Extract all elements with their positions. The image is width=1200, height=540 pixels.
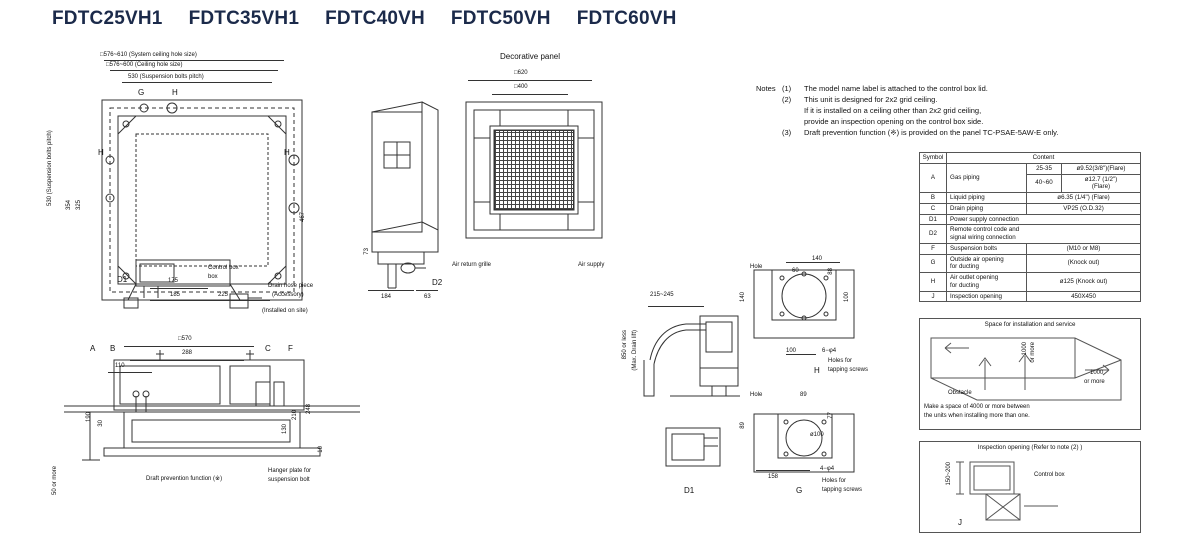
- label-holes-tapping-h2: tapping screws: [828, 367, 869, 373]
- label-accessory: (Accessory): [272, 292, 304, 298]
- label-ceiling-hole: □576~600 (Ceiling hole size): [106, 62, 183, 68]
- label-215-245: 215~245: [650, 292, 674, 298]
- label-installed-on-site: (Installed on site): [262, 308, 308, 314]
- label-decorative-panel: Decorative panel: [500, 52, 561, 61]
- cell-content-f: Suspension bolts: [947, 243, 1027, 254]
- label-89-g: 89: [800, 392, 807, 398]
- table-row: [920, 203, 1141, 214]
- label-h-plan-right: H: [284, 148, 290, 157]
- cell-content-a: Gas piping: [947, 163, 1027, 192]
- note-1-line-1: The model name label is attached to the control box lid.: [804, 84, 988, 93]
- notes-lead: Notes: [756, 84, 776, 93]
- label-467: 467: [300, 212, 306, 223]
- label-63: 63: [424, 294, 431, 300]
- label-225: 225: [218, 292, 229, 298]
- cell-symbol-d1: D1: [920, 214, 947, 225]
- label-hanger-plate: Hanger plate for: [268, 468, 312, 474]
- label-185: 185: [170, 292, 181, 298]
- label-110: 110: [115, 363, 125, 369]
- h-hole-detail-drawing: [740, 258, 880, 368]
- cell-value-b: ø6.35 (1/4") (Flare): [1027, 193, 1141, 204]
- label-184: 184: [381, 294, 392, 300]
- label-190: 190: [86, 412, 92, 423]
- label-air-supply: Air supply: [578, 262, 605, 268]
- table-row: [920, 225, 1141, 244]
- label-d570: □570: [178, 336, 192, 342]
- label-holes-tapping-h: Holes for: [828, 358, 853, 364]
- table-row: [920, 273, 1141, 292]
- label-phi100-g: ø100: [810, 432, 824, 438]
- label-354: 354: [66, 200, 72, 211]
- model-title-3: FDTC40VH: [325, 8, 425, 29]
- label-d1-plan: D1: [117, 275, 128, 284]
- note-1-num: (1): [782, 84, 792, 93]
- label-or-more-2-install: or more: [1084, 379, 1105, 385]
- label-h-plan-left: H: [98, 148, 104, 157]
- cell-symbol-f: F: [920, 243, 947, 254]
- cell-content-d1: Power supply connection: [947, 214, 1141, 225]
- label-hole-h: Hole: [750, 264, 763, 270]
- cell-content-j: Inspection opening: [947, 291, 1027, 302]
- cell-symbol-d2: D2: [920, 225, 947, 244]
- label-obstacle: Obstacle: [948, 390, 972, 396]
- table-row: [920, 254, 1141, 273]
- label-drain-lift: (Max. Drain lift): [632, 330, 638, 371]
- model-title-2: FDTC35VH1: [188, 8, 300, 29]
- table-header-row: [920, 153, 1141, 164]
- label-susp-bolt-pitch-v: 530 (Suspension bolts pitch): [47, 130, 53, 206]
- label-210: 210: [292, 410, 298, 421]
- label-space-note-1: Make a space of 4000 or more between: [924, 404, 1030, 410]
- label-ceiling-hole-system: □576~610 (System ceiling hole size): [100, 52, 197, 58]
- inspection-opening-caption: Inspection opening (Refer to note (2) ): [977, 444, 1083, 451]
- model-title-1: FDTC25VH1: [52, 8, 163, 29]
- label-or-more-install: or more: [1030, 342, 1036, 363]
- model-title-row: [52, 8, 677, 30]
- note-2-line-2: If it is installed on a ceiling other than 2x2 grid ceiling,: [804, 105, 982, 115]
- label-60-h: 60: [792, 268, 799, 274]
- cell-value-c: VP25 (O.D.32): [1027, 203, 1141, 214]
- cell-content-d2: Remote control code and signal wiring connection: [947, 225, 1141, 244]
- label-f-section: F: [288, 344, 293, 353]
- label-d620: □620: [514, 70, 528, 76]
- install-space-caption: Space for installation and service: [984, 321, 1076, 328]
- label-g-plan: G: [138, 88, 145, 97]
- notes-block: [756, 84, 1058, 138]
- cell-content-g: Outside air opening for ducting: [947, 254, 1027, 273]
- label-88-h: 88: [828, 268, 834, 275]
- cell-symbol-g: G: [920, 254, 947, 273]
- th-symbol: Symbol: [920, 153, 947, 164]
- label-100b-h: 100: [786, 348, 797, 354]
- section-view-drawing: [60, 340, 380, 490]
- label-1000b-install: 1000: [1090, 370, 1104, 376]
- label-air-return-grille: Air return grille: [452, 262, 492, 268]
- label-hanger-plate-2: suspension bolt: [268, 477, 310, 483]
- label-248: 248: [306, 404, 312, 415]
- label-325: 325: [76, 200, 82, 211]
- label-d2-side: D2: [432, 278, 443, 287]
- cell-symbol-h: H: [920, 273, 947, 292]
- label-susp-bolt-pitch-h: 530 (Suspension bolts pitch): [128, 74, 204, 80]
- label-100-h: 100: [844, 292, 850, 303]
- cell-a-range-2: 40~60: [1027, 174, 1062, 193]
- cell-a-value-1: ø9.52(3/8")(Flare): [1062, 163, 1141, 174]
- label-holes-tapping-g: Holes for: [822, 478, 847, 484]
- label-b-section: B: [110, 344, 116, 353]
- label-control-box-plan: Control box: [208, 265, 239, 271]
- label-g-detail: G: [796, 486, 803, 495]
- cell-value-h: ø125 (Knock out): [1027, 273, 1141, 292]
- label-288: 288: [182, 350, 193, 356]
- model-title-4: FDTC50VH: [450, 8, 551, 29]
- note-2-line-3: provide an inspection opening on the control box side.: [804, 116, 984, 126]
- cell-symbol-j: J: [920, 291, 947, 302]
- label-box-word: box: [208, 274, 218, 280]
- label-50-or-more: 50 or more: [52, 466, 58, 496]
- label-space-note-2: the units when installing more than one.: [924, 413, 1030, 419]
- table-row: [920, 214, 1141, 225]
- cell-content-h: Air outlet opening for ducting: [947, 273, 1027, 292]
- table-row: [920, 291, 1141, 302]
- label-h-plan: H: [172, 88, 178, 97]
- label-a-section: A: [90, 344, 96, 353]
- label-10: 10: [318, 446, 324, 453]
- label-73: 73: [364, 248, 370, 255]
- label-6-phi4: 6−φ4: [822, 348, 837, 354]
- cell-symbol-a: A: [920, 163, 947, 192]
- label-holes-tapping-g2: tapping screws: [822, 487, 863, 493]
- label-4-phi4: 4−φ4: [820, 466, 835, 472]
- note-2-line-1: This unit is designed for 2x2 grid ceiling.: [804, 94, 938, 104]
- table-row: [920, 163, 1141, 174]
- cell-value-f: (M10 or M8): [1027, 243, 1141, 254]
- cell-value-j: 450X450: [1027, 291, 1141, 302]
- label-drain-lift-2: 850 or less: [622, 330, 628, 360]
- label-140-h: 140: [812, 256, 823, 262]
- model-title-5: FDTC60VH: [576, 8, 677, 29]
- label-j-insp: J: [958, 518, 962, 527]
- cell-a-range-1: 25-35: [1027, 163, 1062, 174]
- cell-symbol-b: B: [920, 193, 947, 204]
- label-insp-dim: 150~200: [946, 462, 952, 486]
- cell-symbol-c: C: [920, 203, 947, 214]
- th-content: Content: [947, 153, 1141, 164]
- label-1000-install: 1000: [1022, 342, 1028, 356]
- label-140-v-h: 140: [740, 292, 746, 303]
- cell-content-b: Liquid piping: [947, 193, 1027, 204]
- label-draft-prevention: Draft prevention function (※): [146, 476, 223, 482]
- cell-a-value-2: ø12.7 (1/2") (Flare): [1062, 174, 1141, 193]
- label-control-box-insp: Control box: [1034, 472, 1065, 478]
- label-77-g: 77: [828, 412, 834, 419]
- cell-value-g: (Knock out): [1027, 254, 1141, 273]
- label-drain-hose: Drain hose piece: [268, 283, 314, 289]
- label-89b-g: 89: [740, 422, 746, 429]
- label-175: 175: [168, 278, 179, 284]
- label-hole-g: Hole: [750, 392, 763, 398]
- note-2-num: (2): [782, 94, 792, 104]
- table-row: [920, 243, 1141, 254]
- label-h-detail: H: [814, 366, 820, 375]
- label-d1-drain: D1: [684, 486, 695, 495]
- symbol-content-table: [919, 152, 1141, 302]
- label-d400: □400: [514, 84, 528, 90]
- label-158-g: 158: [768, 474, 779, 480]
- label-30: 30: [98, 420, 104, 427]
- label-c-section: C: [265, 344, 271, 353]
- label-130: 130: [282, 424, 288, 435]
- note-3-line-1: Draft prevention function (※) is provided on the panel TC-PSAE-5AW-E only.: [804, 127, 1059, 137]
- note-3-num: (3): [782, 127, 792, 137]
- inspection-opening-drawing: [950, 456, 1120, 522]
- d1-detail-drawing: [660, 418, 740, 478]
- table-row: [920, 193, 1141, 204]
- cell-content-c: Drain piping: [947, 203, 1027, 214]
